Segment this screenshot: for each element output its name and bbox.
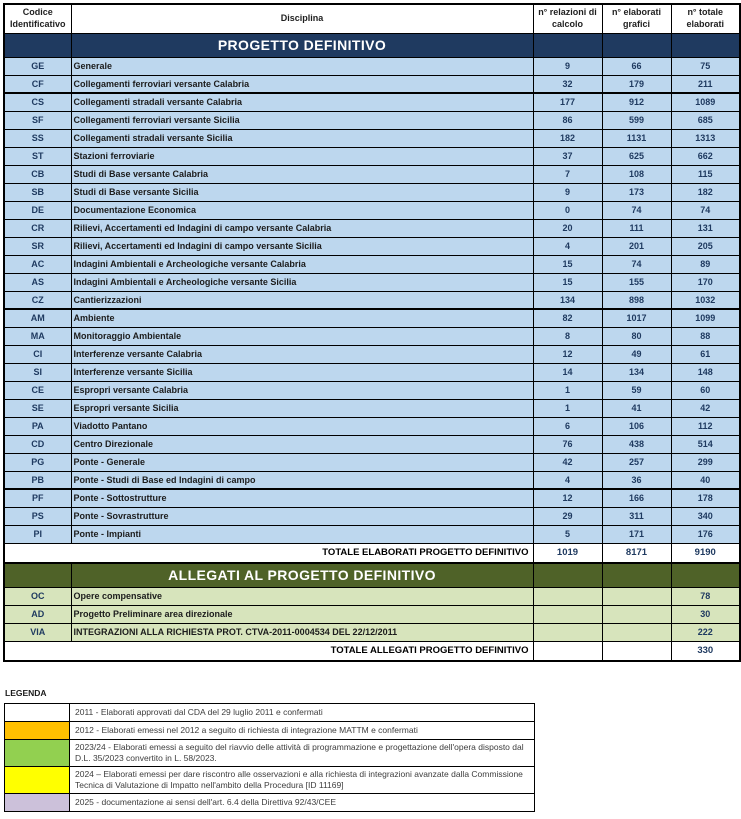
row-code: CZ <box>4 291 71 309</box>
legend-text: 2012 - Elaborati emessi nel 2012 a seguito di richiesta di integrazione MATTM e confermati <box>70 722 535 740</box>
row-discipline: Documentazione Economica <box>71 201 533 219</box>
row-code: SR <box>4 237 71 255</box>
row-graphics-count: 74 <box>602 201 671 219</box>
row-calc-count: 42 <box>533 453 602 471</box>
table-row-pb <box>4 471 740 489</box>
total-label: TOTALE ALLEGATI PROGETTO DEFINITIVO <box>4 641 533 661</box>
row-discipline: Indagini Ambientali e Archeologiche versante Calabria <box>71 255 533 273</box>
row-calc-count: 76 <box>533 435 602 453</box>
row-discipline: Studi di Base versante Calabria <box>71 165 533 183</box>
row-graphics-count: 106 <box>602 417 671 435</box>
row-total-count: 60 <box>671 381 740 399</box>
table-row-ad <box>4 605 740 623</box>
row-code: PG <box>4 453 71 471</box>
row-graphics-count: 173 <box>602 183 671 201</box>
row-total-count: 88 <box>671 327 740 345</box>
row-total-count: 75 <box>671 57 740 75</box>
section-header-empty-cell <box>671 33 740 57</box>
section-title: PROGETTO DEFINITIVO <box>71 33 533 57</box>
row-discipline: Ponte - Studi di Base ed Indagini di campo <box>71 471 533 489</box>
section-header-empty-cell <box>671 563 740 587</box>
total-graphics: 8171 <box>602 543 671 563</box>
section-header-empty-cell <box>4 563 71 587</box>
legend-color-swatch <box>5 740 70 767</box>
legend-text: 2025 - documentazione ai sensi dell'art. 6.4 della Direttiva 92/43/CEE <box>70 794 535 812</box>
row-discipline: Cantierizzazioni <box>71 291 533 309</box>
row-code: DE <box>4 201 71 219</box>
row-code: OC <box>4 587 71 605</box>
row-graphics-count: 74 <box>602 255 671 273</box>
row-graphics-count <box>602 623 671 641</box>
row-code: PS <box>4 507 71 525</box>
row-discipline: Viadotto Pantano <box>71 417 533 435</box>
row-code: AM <box>4 309 71 327</box>
row-total-count: 299 <box>671 453 740 471</box>
row-discipline: Interferenze versante Calabria <box>71 345 533 363</box>
row-calc-count: 15 <box>533 273 602 291</box>
row-calc-count: 14 <box>533 363 602 381</box>
table-row-ps <box>4 507 740 525</box>
row-total-count: 78 <box>671 587 740 605</box>
row-code: AC <box>4 255 71 273</box>
row-graphics-count: 1017 <box>602 309 671 327</box>
table-row-cb <box>4 165 740 183</box>
row-graphics-count: 66 <box>602 57 671 75</box>
row-total-count: 662 <box>671 147 740 165</box>
table-row-ce <box>4 381 740 399</box>
row-calc-count: 32 <box>533 75 602 93</box>
row-graphics-count: 36 <box>602 471 671 489</box>
row-code: MA <box>4 327 71 345</box>
row-calc-count <box>533 605 602 623</box>
row-code: AD <box>4 605 71 623</box>
table-row-se <box>4 399 740 417</box>
row-calc-count: 29 <box>533 507 602 525</box>
row-calc-count: 7 <box>533 165 602 183</box>
row-total-count: 131 <box>671 219 740 237</box>
row-graphics-count: 111 <box>602 219 671 237</box>
row-calc-count: 4 <box>533 471 602 489</box>
section-header-row <box>4 563 740 587</box>
section-header-empty-cell <box>4 33 71 57</box>
total-row <box>4 543 740 563</box>
row-graphics-count: 1131 <box>602 129 671 147</box>
total-calc: 1019 <box>533 543 602 563</box>
row-calc-count: 9 <box>533 57 602 75</box>
table-row-de <box>4 201 740 219</box>
legend-body <box>5 704 535 812</box>
row-code: CI <box>4 345 71 363</box>
header-codice: Codice Identificativo <box>4 4 71 33</box>
legend-color-swatch <box>5 794 70 812</box>
row-graphics-count: 257 <box>602 453 671 471</box>
table-row-sb <box>4 183 740 201</box>
row-total-count: 1099 <box>671 309 740 327</box>
table-row-ac <box>4 255 740 273</box>
row-total-count: 112 <box>671 417 740 435</box>
row-calc-count: 12 <box>533 345 602 363</box>
row-graphics-count <box>602 587 671 605</box>
row-discipline: Collegamenti ferroviari versante Sicilia <box>71 111 533 129</box>
row-graphics-count: 155 <box>602 273 671 291</box>
row-total-count: 222 <box>671 623 740 641</box>
table-row-cz <box>4 291 740 309</box>
row-graphics-count: 179 <box>602 75 671 93</box>
row-calc-count: 6 <box>533 417 602 435</box>
legend-row <box>5 722 535 740</box>
row-total-count: 40 <box>671 471 740 489</box>
legend-row <box>5 704 535 722</box>
section-header-empty-cell <box>602 563 671 587</box>
row-discipline: Ponte - Generale <box>71 453 533 471</box>
row-total-count: 1313 <box>671 129 740 147</box>
table-row-via <box>4 623 740 641</box>
row-code: CB <box>4 165 71 183</box>
row-discipline: Generale <box>71 57 533 75</box>
row-graphics-count: 311 <box>602 507 671 525</box>
row-graphics-count: 134 <box>602 363 671 381</box>
row-graphics-count: 599 <box>602 111 671 129</box>
row-code: CF <box>4 75 71 93</box>
row-discipline: INTEGRAZIONI ALLA RICHIESTA PROT. CTVA-2011-0004534 DEL 22/12/2011 <box>71 623 533 641</box>
row-calc-count: 177 <box>533 93 602 111</box>
row-discipline: Collegamenti ferroviari versante Calabria <box>71 75 533 93</box>
row-graphics-count: 898 <box>602 291 671 309</box>
row-graphics-count: 201 <box>602 237 671 255</box>
row-total-count: 205 <box>671 237 740 255</box>
row-calc-count: 5 <box>533 525 602 543</box>
row-code: ST <box>4 147 71 165</box>
row-graphics-count: 625 <box>602 147 671 165</box>
legend-row <box>5 794 535 812</box>
section-title: ALLEGATI AL PROGETTO DEFINITIVO <box>71 563 533 587</box>
row-discipline: Interferenze versante Sicilia <box>71 363 533 381</box>
row-discipline: Stazioni ferroviarie <box>71 147 533 165</box>
row-graphics-count: 49 <box>602 345 671 363</box>
table-row-pg <box>4 453 740 471</box>
section-header-empty-cell <box>602 33 671 57</box>
row-code: PA <box>4 417 71 435</box>
row-code: PF <box>4 489 71 507</box>
row-code: CE <box>4 381 71 399</box>
row-code: SI <box>4 363 71 381</box>
table-row-cs <box>4 93 740 111</box>
table-row-st <box>4 147 740 165</box>
row-calc-count: 0 <box>533 201 602 219</box>
row-total-count: 61 <box>671 345 740 363</box>
row-graphics-count <box>602 605 671 623</box>
table-row-ci <box>4 345 740 363</box>
row-graphics-count: 80 <box>602 327 671 345</box>
row-total-count: 1032 <box>671 291 740 309</box>
row-calc-count <box>533 587 602 605</box>
row-total-count: 170 <box>671 273 740 291</box>
row-discipline: Studi di Base versante Sicilia <box>71 183 533 201</box>
row-discipline: Rilievi, Accertamenti ed Indagini di campo versante Calabria <box>71 219 533 237</box>
row-graphics-count: 108 <box>602 165 671 183</box>
legend-text: 2023/24 - Elaborati emessi a seguito del riavvio delle attività di programmazione e progettazione dell'opera disposto dal D.L. 35/2023 convertito in L. 58/2023. <box>70 740 535 767</box>
section-header-empty-cell <box>533 33 602 57</box>
row-discipline: Collegamenti stradali versante Sicilia <box>71 129 533 147</box>
row-total-count: 148 <box>671 363 740 381</box>
row-total-count: 89 <box>671 255 740 273</box>
legenda-label: LEGENDA <box>5 688 47 698</box>
total-calc <box>533 641 602 661</box>
legend-color-swatch <box>5 722 70 740</box>
table-row-pa <box>4 417 740 435</box>
legend-row <box>5 740 535 767</box>
row-graphics-count: 171 <box>602 525 671 543</box>
section-header-empty-cell <box>533 563 602 587</box>
row-graphics-count: 166 <box>602 489 671 507</box>
legend-text: 2011 - Elaborati approvati dal CDA del 29 luglio 2011 e confermati <box>70 704 535 722</box>
table-row-ma <box>4 327 740 345</box>
row-calc-count: 9 <box>533 183 602 201</box>
row-discipline: Indagini Ambientali e Archeologiche versante Sicilia <box>71 273 533 291</box>
row-calc-count: 37 <box>533 147 602 165</box>
row-calc-count: 1 <box>533 399 602 417</box>
row-discipline: Progetto Preliminare area direzionale <box>71 605 533 623</box>
row-code: GE <box>4 57 71 75</box>
row-discipline: Espropri versante Sicilia <box>71 399 533 417</box>
row-code: CD <box>4 435 71 453</box>
legend-table <box>4 703 535 812</box>
header-relazioni-calcolo: n° relazioni di calcolo <box>533 4 602 33</box>
row-discipline: Ponte - Sovrastrutture <box>71 507 533 525</box>
row-calc-count: 15 <box>533 255 602 273</box>
row-total-count: 74 <box>671 201 740 219</box>
row-code: PI <box>4 525 71 543</box>
row-discipline: Rilievi, Accertamenti ed Indagini di campo versante Sicilia <box>71 237 533 255</box>
table-row-sr <box>4 237 740 255</box>
row-code: CR <box>4 219 71 237</box>
table-row-oc <box>4 587 740 605</box>
row-graphics-count: 438 <box>602 435 671 453</box>
row-total-count: 30 <box>671 605 740 623</box>
total-label: TOTALE ELABORATI PROGETTO DEFINITIVO <box>4 543 533 563</box>
row-calc-count: 134 <box>533 291 602 309</box>
row-calc-count: 86 <box>533 111 602 129</box>
row-discipline: Opere compensative <box>71 587 533 605</box>
table-row-ge <box>4 57 740 75</box>
row-code: SS <box>4 129 71 147</box>
row-total-count: 1089 <box>671 93 740 111</box>
row-calc-count: 12 <box>533 489 602 507</box>
row-total-count: 211 <box>671 75 740 93</box>
row-calc-count <box>533 623 602 641</box>
row-discipline: Ambiente <box>71 309 533 327</box>
row-discipline: Monitoraggio Ambientale <box>71 327 533 345</box>
table-row-pf <box>4 489 740 507</box>
header-row <box>4 4 740 33</box>
legend-color-swatch <box>5 767 70 794</box>
total-graphics <box>602 641 671 661</box>
row-calc-count: 1 <box>533 381 602 399</box>
table-row-si <box>4 363 740 381</box>
table-header <box>4 4 740 33</box>
row-total-count: 182 <box>671 183 740 201</box>
table-body <box>4 33 740 661</box>
row-code: SB <box>4 183 71 201</box>
legend-text: 2024 – Elaborati emessi per dare riscontro alle osservazioni e alla richiesta di integrazioni avanzate dalla Commissione Tecnica di Valutazione di Impatto nell'ambito della Procedura [ID 11169] <box>70 767 535 794</box>
row-code: SE <box>4 399 71 417</box>
row-total-count: 115 <box>671 165 740 183</box>
row-graphics-count: 41 <box>602 399 671 417</box>
table-row-as <box>4 273 740 291</box>
row-calc-count: 20 <box>533 219 602 237</box>
row-code: AS <box>4 273 71 291</box>
row-discipline: Ponte - Sottostrutture <box>71 489 533 507</box>
table-row-cf <box>4 75 740 93</box>
row-code: PB <box>4 471 71 489</box>
elaborati-table <box>3 3 741 662</box>
section-header-row <box>4 33 740 57</box>
legend-row <box>5 767 535 794</box>
total-total: 9190 <box>671 543 740 563</box>
row-calc-count: 82 <box>533 309 602 327</box>
row-discipline: Collegamenti stradali versante Calabria <box>71 93 533 111</box>
table-row-sf <box>4 111 740 129</box>
header-disciplina: Disciplina <box>71 4 533 33</box>
header-totale-elaborati: n° totale elaborati <box>671 4 740 33</box>
legend-color-swatch <box>5 704 70 722</box>
row-calc-count: 4 <box>533 237 602 255</box>
row-graphics-count: 912 <box>602 93 671 111</box>
row-calc-count: 182 <box>533 129 602 147</box>
row-total-count: 42 <box>671 399 740 417</box>
row-total-count: 178 <box>671 489 740 507</box>
row-code: CS <box>4 93 71 111</box>
row-discipline: Espropri versante Calabria <box>71 381 533 399</box>
table-row-cd <box>4 435 740 453</box>
row-graphics-count: 59 <box>602 381 671 399</box>
table-row-cr <box>4 219 740 237</box>
total-total: 330 <box>671 641 740 661</box>
row-discipline: Ponte - Impianti <box>71 525 533 543</box>
header-elaborati-grafici: n° elaborati grafici <box>602 4 671 33</box>
table-row-ss <box>4 129 740 147</box>
row-calc-count: 8 <box>533 327 602 345</box>
total-row <box>4 641 740 661</box>
table-row-am <box>4 309 740 327</box>
table-row-pi <box>4 525 740 543</box>
row-code: VIA <box>4 623 71 641</box>
row-discipline: Centro Direzionale <box>71 435 533 453</box>
row-total-count: 685 <box>671 111 740 129</box>
row-total-count: 176 <box>671 525 740 543</box>
row-code: SF <box>4 111 71 129</box>
row-total-count: 340 <box>671 507 740 525</box>
row-total-count: 514 <box>671 435 740 453</box>
